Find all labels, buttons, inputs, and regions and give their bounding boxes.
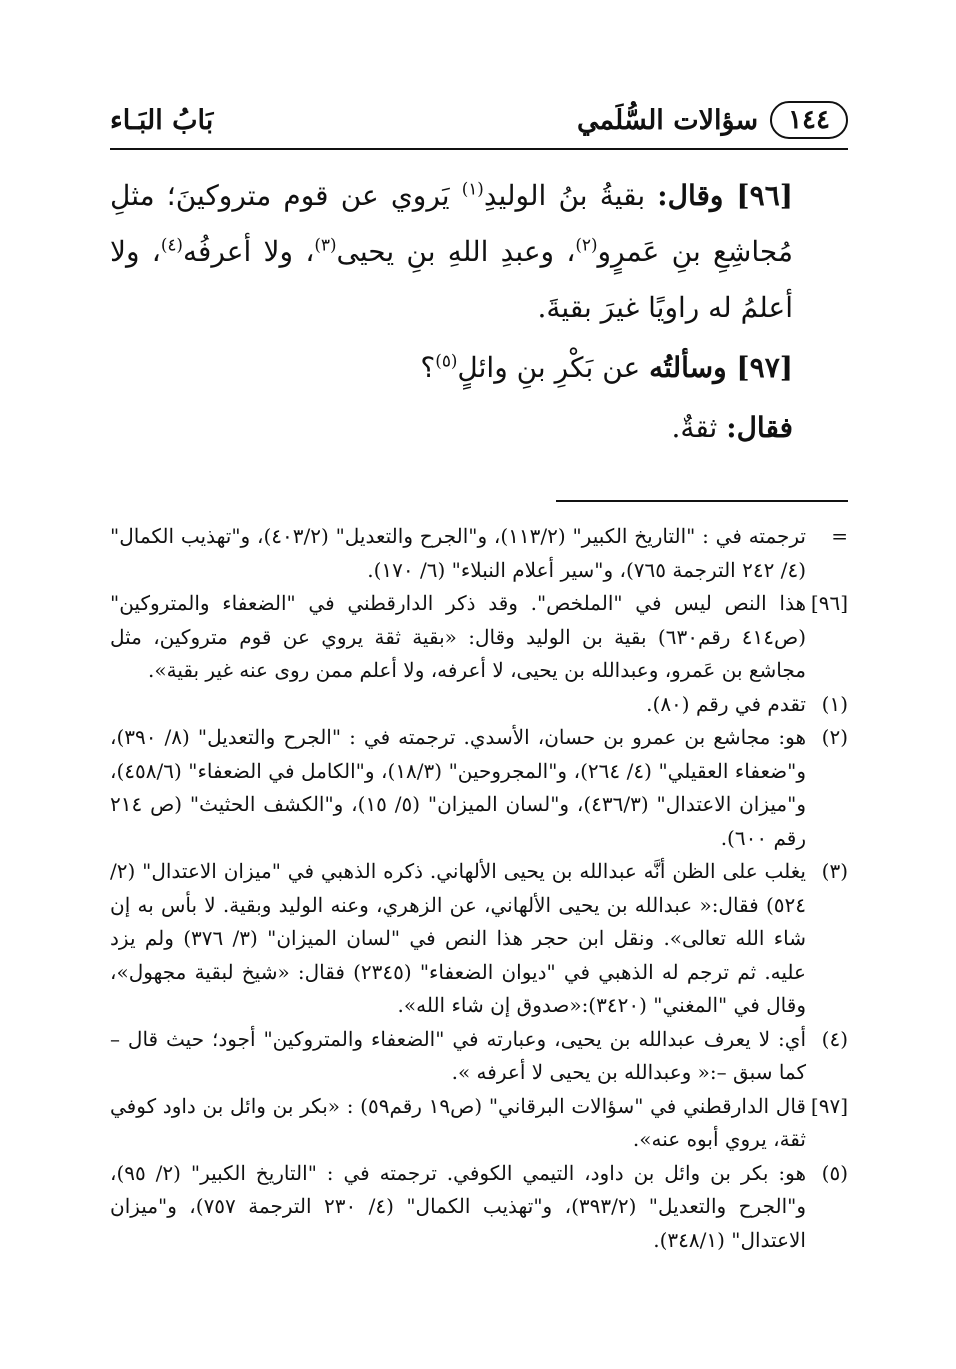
footnote-text: تقدم في رقم (٨٠). [646, 691, 806, 716]
footnote-text: هو: مجاشع بن عمرو بن حسان، الأسدي. ترجمته في : "الجرح والتعديل" (٨/ ٣٩٠)، و"ضعفاء العقيلي" (٤/ ٢٦٤)، و"المجروحين" (١٨/٣)، و"الكامل في الضعفاء" (٤٥٨/٦)، و"ميزان الاعتدال" (٤٣٦/٣)، و"لسان الميزان" (٥/ ١٥)، و"الكشف الحثيث" (ص ٢١٤ رقم ٦٠٠). [110, 725, 807, 850]
footnote-1 [110, 688, 848, 722]
entry-96-text-4: ، ولا أعرفُه [182, 235, 315, 268]
footnote-marker: [٩٦] [810, 591, 848, 615]
footnote-marker: (٢) [821, 725, 848, 749]
answer-label: فقال: [726, 411, 793, 444]
footnote-4 [110, 1023, 848, 1090]
entry-97-text-1: عن بَكْرِ بنِ وائلٍ [457, 351, 650, 384]
entry-97-answer [110, 400, 848, 456]
entry-96-text-3: ، وعبدِ اللهِ بنِ يحيى [336, 235, 576, 268]
footnote-ref-4: (٤) [160, 234, 183, 255]
footnote-5 [110, 1157, 848, 1258]
footnote-text: قال الدارقطني في "سؤالات البرقاني" (ص١٩ رقم٥٩) : «بكر بن وائل بن داود كوفي ثقة، يروي أبوه عنه». [110, 1093, 806, 1151]
footnote-marker: [٩٧] [810, 1093, 848, 1118]
book-page [110, 92, 848, 1257]
footnote-2 [110, 721, 848, 855]
entry-96 [110, 168, 848, 336]
header-right-group [577, 101, 848, 139]
footnote-text: أي: لا يعرف عبدالله بن يحيى، وعبارته في "الضعفاء والمتروكين" أجود؛ حيث قال – كما سبق –:« وعبدالله بن يحيى لا أعرفه ». [110, 1026, 806, 1084]
footnote-ref-2: (٢) [575, 234, 598, 255]
main-text [110, 168, 848, 456]
footnote-text: هذا النص ليس في "الملخص". وقد ذكر الدارقطني في "الضعفاء والمتروكين" (ص٤١٤ رقم٦٣٠) بقية بن الوليد وقال: «بقية ثقة يروي عن قوم متروكين، مثل مجاشع بن عَمرو، وعبدالله بن يحيى، لا أعرفه، ولا أعلم ممن روى عنه غير بقية». [110, 591, 806, 682]
entry-97-text-2: ؟ [420, 351, 436, 384]
footnote-separator [556, 500, 848, 502]
footnote-3 [110, 855, 848, 1023]
entry-96-text-2: يَروي عن قوم متروكينَ؛ مثلِ مُجاشِعِ بنِ عَمرٍو [110, 179, 793, 268]
footnote-97 [110, 1090, 848, 1157]
footnote-marker: (٥) [821, 1160, 848, 1185]
footnote-marker: (٤) [821, 1026, 848, 1051]
running-header [110, 92, 848, 150]
answer-text: ثقةٌ. [671, 411, 727, 444]
footnote-ref-1: (١) [461, 178, 484, 199]
footnote-marker: (١) [821, 691, 848, 716]
book-title: سؤالات السُّلَمي [576, 104, 759, 136]
footnote-ref-5: (٥) [435, 350, 458, 371]
entry-97-label: [٩٧] وسألتُه [649, 351, 793, 384]
footnote-ref-3: (٣) [314, 234, 337, 255]
footnote-96 [110, 587, 848, 688]
footnote-marker: (٣) [821, 859, 848, 883]
footnote-text: يغلب على الظن أنَّه عبدالله بن يحيى الألهاني. ذكره الذهبي في "ميزان الاعتدال" (٢/ ٥٢٤) فقال:« عبدالله بن يحيى الألهاني، عن الزهري، وعنه الوليد وبقية. لا بأس به إن شاء الله تعالى». ونقل ابن حجر هذا النص في "لسان الميزان" (٣/ ٣٧٦) ولم يزد عليه. ثم ترجم له الذهبي في "ديوان الضعفاء" (٢٣٤٥) فقال: «شيخ لبقية مجهول»، وقال في "المغني" (٣٤٢٠):«صدوق إن شاء الله». [110, 859, 806, 1017]
footnotes [110, 520, 848, 1257]
footnote-text: ترجمته في : "التاريخ الكبير" (١١٣/٢)، و"الجرح والتعديل" (٤٠٣/٢)، و"تهذيب الكمال" (٤/ ٢٤٢ الترجمة ٧٦٥)، و"سير أعلام النبلاء" (٦/ ١٧٠). [110, 524, 806, 582]
entry-96-text-1: بقيةُ بنُ الوليدِ [483, 179, 658, 212]
page-number: ١٤٤ [770, 101, 848, 139]
footnote-continuation [110, 520, 848, 587]
entry-96-text-5: ، ولا أعلمُ له راويًا غيرَ بقيةَ. [110, 235, 793, 324]
footnote-marker: = [831, 524, 848, 548]
entry-96-label: [٩٦] وقال: [657, 179, 793, 212]
entry-97 [110, 340, 848, 396]
chapter-title: بَابُ البَـاء [110, 104, 214, 136]
footnote-text: هو: بكر بن وائل بن داود، التيمي الكوفي. ترجمته في : "التاريخ الكبير" (٢/ ٩٥)، و"الجرح والتعديل" (٣٩٣/٢)، و"تهذيب الكمال" (٤/ ٢٣٠ الترجمة ٧٥٧)، و"ميزان الاعتدال" (٣٤٨/١). [110, 1160, 806, 1252]
